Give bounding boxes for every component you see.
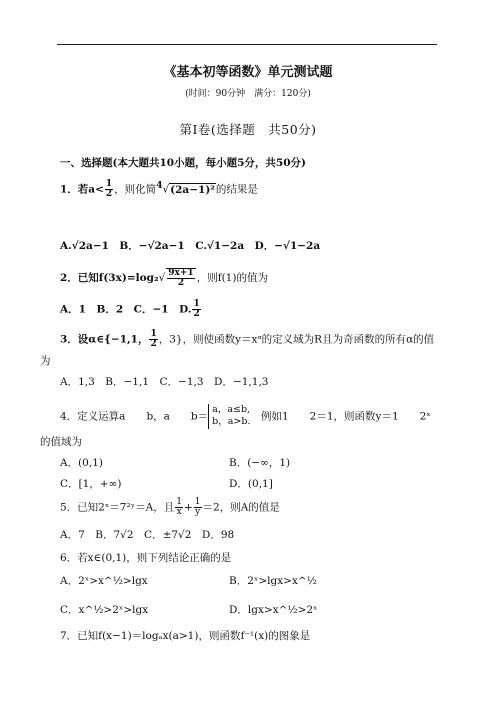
question-4-option-d: D．(0,1] — [229, 478, 273, 490]
page-subtitle: (时间：90分钟 满分：120分) — [185, 89, 311, 99]
question-6-option-b: B．2ˣ>lgx>x^½ — [229, 575, 317, 587]
question-3-wrap: 为 — [40, 355, 51, 367]
question-6-option-c: C．x^½>2ˣ>lgx — [60, 604, 149, 616]
question-6-option-a: A．2ˣ>x^½>lgx — [60, 575, 148, 587]
question-4-option-b: B．(−∞，1) — [229, 457, 291, 469]
question-4-wrap: 的值域为 — [40, 436, 82, 448]
question-5: 5．已知2ˣ＝7²ʸ＝A，且 $\frac{1}{x}$ + $\frac{1}{y}$ ＝2，则A的值是 — [60, 497, 280, 517]
question-7: 7．已知f(x−1)＝logₐx(a>1)，则函数f⁻¹(x)的图象是 — [60, 630, 311, 642]
question-1: 1．若a< $\frac{1}{2}$ ，则化简$^4$√(2a−1)²的结果是 — [60, 179, 258, 199]
question-1-options: A.√2a−1 B．−√2a−1 C.√1−2a D．−√1−2a — [60, 240, 321, 252]
question-4-option-c: C．[1，+∞) — [60, 478, 122, 490]
header-rule — [57, 44, 437, 45]
question-6-option-d: D．lgx>x^½>2ˣ — [229, 604, 318, 616]
part-heading: 第Ⅰ卷(选择题 共50分) — [179, 122, 317, 137]
question-2-options: A．1 B．2 C．−1 D. $\frac{1}{2}$ — [60, 299, 200, 319]
question-2: 2．已知f(3x)=log₂√ $\frac{9x+1}{2}$ ，则f(1)的值为 — [60, 268, 268, 288]
question-4-option-a: A．(0,1) — [60, 457, 103, 469]
page-title: 《基本初等函数》单元测试题 — [163, 65, 333, 80]
question-4: 4．定义运算a b，a b＝ a，a≤b, b，a>b. 例如1 2＝1，则函数y＝1 2ˣ — [60, 404, 431, 428]
section-heading: 一、选择题(本大题共10小题，每小题5分，共50分) — [60, 157, 306, 169]
question-3: 3．设α∈{−1,1， $\frac{1}{2}$ ，3}，则使函数y＝xᵅ的定义域为R且为奇函数的所有α的值 — [60, 329, 435, 349]
question-6: 6．若x∈(0,1)，则下列结论正确的是 — [60, 552, 232, 564]
question-3-options: A．1,3 B．−1,1 C．−1,3 D．−1,1,3 — [60, 376, 269, 388]
question-5-options: A．7 B．7√2 C．±7√2 D．98 — [60, 529, 235, 541]
